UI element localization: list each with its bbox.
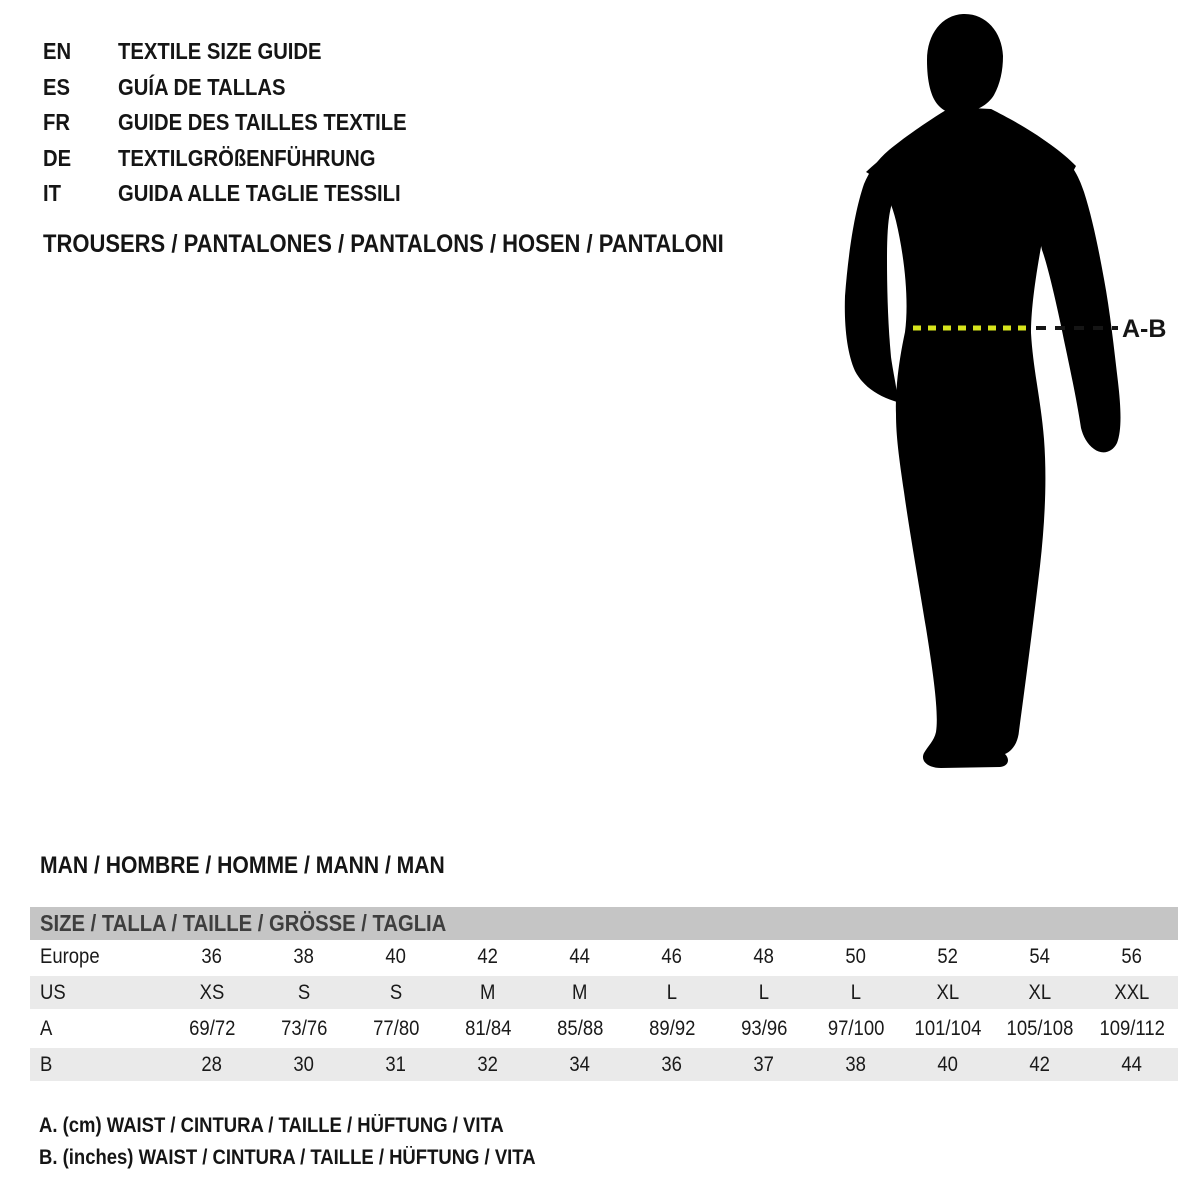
measure-label: A-B xyxy=(1122,315,1167,343)
language-list xyxy=(43,34,446,212)
language-row-de xyxy=(43,141,446,177)
gender-section-title: MAN / HOMBRE / HOMME / MANN / MAN xyxy=(40,852,445,879)
row-label: US xyxy=(40,980,66,1004)
size-value: 42 xyxy=(477,944,499,968)
footnote-a: A. (cm) WAIST / CINTURA / TAILLE / HÜFTUNG / VITA xyxy=(39,1114,504,1137)
language-row-fr xyxy=(43,105,446,141)
silhouette-torso-legs xyxy=(866,107,1076,768)
size-value: 48 xyxy=(753,944,775,968)
language-title: GUIDA ALLE TAGLIE TESSILI xyxy=(118,180,401,207)
size-value: 93/96 xyxy=(740,1016,788,1040)
size-value: 54 xyxy=(1029,944,1051,968)
row-label: A xyxy=(40,1016,53,1040)
size-value: 28 xyxy=(201,1052,223,1076)
size-value: M xyxy=(572,980,588,1004)
language-code: DE xyxy=(43,144,72,171)
size-table-grid xyxy=(30,940,1178,1084)
size-value: 97/100 xyxy=(827,1016,885,1040)
size-value: 50 xyxy=(845,944,867,968)
size-value: S xyxy=(389,980,403,1004)
size-value: 109/112 xyxy=(1099,1016,1165,1040)
size-value: 36 xyxy=(661,1052,683,1076)
size-table xyxy=(30,907,1178,1084)
size-value: XL xyxy=(936,980,960,1004)
language-title: GUIDE DES TAILLES TEXTILE xyxy=(118,109,407,136)
language-code: ES xyxy=(43,73,71,100)
size-value: 73/76 xyxy=(280,1016,328,1040)
size-table-header: SIZE / TALLA / TAILLE / GRÖSSE / TAGLIA xyxy=(30,907,1178,940)
language-code: EN xyxy=(43,38,72,65)
language-title: GUÍA DE TALLAS xyxy=(118,73,286,100)
language-title: TEXTILE SIZE GUIDE xyxy=(118,38,322,65)
size-value: 32 xyxy=(477,1052,499,1076)
table-row-b-inches xyxy=(30,1047,1178,1083)
language-code: IT xyxy=(43,180,61,207)
size-value: 40 xyxy=(385,944,407,968)
size-value: 81/84 xyxy=(464,1016,512,1040)
size-value: 38 xyxy=(293,944,315,968)
size-value: L xyxy=(666,980,678,1004)
size-value: 89/92 xyxy=(648,1016,696,1040)
size-value: 56 xyxy=(1121,944,1143,968)
size-value: 38 xyxy=(845,1052,867,1076)
size-value: L xyxy=(758,980,770,1004)
row-label: B xyxy=(40,1052,53,1076)
size-value: XL xyxy=(1028,980,1052,1004)
size-value: 44 xyxy=(1121,1052,1143,1076)
language-row-it xyxy=(43,176,446,212)
row-label: Europe xyxy=(40,944,100,968)
size-value: 31 xyxy=(385,1052,407,1076)
table-row-europe xyxy=(30,940,1178,975)
silhouette-left-arm xyxy=(845,107,951,402)
table-row-us xyxy=(30,975,1178,1011)
size-value: 85/88 xyxy=(556,1016,604,1040)
language-row-en xyxy=(43,34,446,70)
size-value: 42 xyxy=(1029,1052,1051,1076)
size-value: 77/80 xyxy=(372,1016,420,1040)
language-title: TEXTILGRÖßENFÜHRUNG xyxy=(118,144,376,171)
language-code: FR xyxy=(43,109,70,136)
footnote-b: B. (inches) WAIST / CINTURA / TAILLE / HÜFTUNG / VITA xyxy=(39,1146,536,1169)
language-row-es xyxy=(43,70,446,106)
size-value: L xyxy=(850,980,862,1004)
size-value: 40 xyxy=(937,1052,959,1076)
size-value: 36 xyxy=(201,944,223,968)
size-value: 52 xyxy=(937,944,959,968)
silhouette-right-arm xyxy=(991,109,1121,452)
size-value: 37 xyxy=(753,1052,775,1076)
size-value: 105/108 xyxy=(1006,1016,1074,1040)
size-value: 30 xyxy=(293,1052,315,1076)
size-value: XXL xyxy=(1114,980,1150,1004)
silhouette-head xyxy=(927,14,1003,113)
size-value: 46 xyxy=(661,944,683,968)
size-value: 69/72 xyxy=(188,1016,236,1040)
size-value: XS xyxy=(199,980,225,1004)
size-value: 34 xyxy=(569,1052,591,1076)
table-row-a-cm xyxy=(30,1011,1178,1047)
size-value: 101/104 xyxy=(914,1016,982,1040)
product-category-title: TROUSERS / PANTALONES / PANTALONS / HOSEN / PANTALONI xyxy=(43,230,724,258)
size-value: 44 xyxy=(569,944,591,968)
measurement-footnotes xyxy=(39,1110,603,1174)
size-value: M xyxy=(480,980,496,1004)
size-value: S xyxy=(297,980,311,1004)
